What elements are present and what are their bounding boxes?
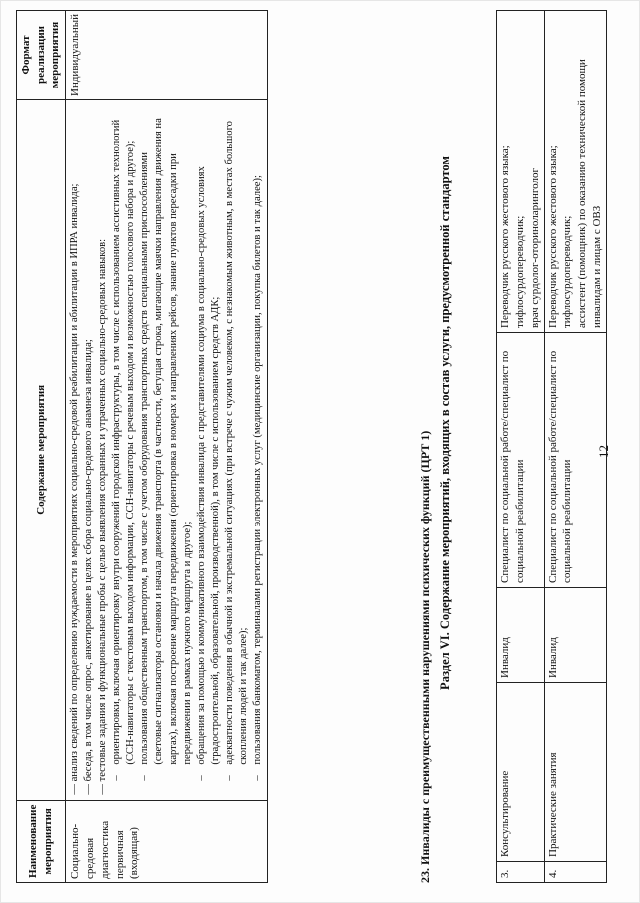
subsection-title: 23. Инвалиды с преимущественными нарушениями психических функций (ЦРТ 1) <box>418 430 432 883</box>
content-item: — тестовые задания и функциональные пробы с целью выявления сохранных и утраченных социально-средовых навыков: <box>97 238 109 795</box>
assistant-line: врач сурдолог-оториноларинголог <box>528 167 541 328</box>
event-name: Консультирование <box>497 683 545 862</box>
table-row <box>66 11 268 883</box>
event-content <box>66 100 268 801</box>
recipient: Инвалид <box>497 588 545 683</box>
list-item: – пользования общественным транспортом, в том числе с учетом оборудования транспортных средств специальными приспособлениями (световые сигнализаторы остановки и начала движения транспорта (в частности, бегущая строка, мигающие маячки направления движения на картах), включая построение маршрута передвижения (ориентировка в номерах и направлениях рейсов, знание пунктов пересадки при передвижении в рамках нужного маршрута и другое); <box>138 105 194 795</box>
section-title: Раздел VI. Содержание мероприятий, входящих в состав услуги, предусмотренной стандартом <box>438 156 452 690</box>
table-header-row <box>17 11 66 883</box>
content-item: — беседа, в том числе опрос, анкетирование в целях сбора социально-средового анамнеза инвалида; <box>83 339 95 795</box>
header-format: Формат реализации мероприятия <box>17 11 66 100</box>
assistant-line: Переводчик русского жестового языка; <box>546 145 559 328</box>
header-event-content: Содержание мероприятия <box>17 100 66 801</box>
row-number: 3. <box>497 862 545 883</box>
table-row <box>497 11 545 883</box>
event-content-table <box>16 10 268 883</box>
assistants <box>497 11 545 333</box>
list-item: – обращения за помощью и коммуникативного взаимодействия инвалида с представителями социума в социально-средовых условиях (градостроительной, образовательной, производственной), в том числе с использованием средств АДК; <box>195 105 223 795</box>
skills-list <box>110 105 265 795</box>
header-event-name: Наименование мероприятия <box>17 800 66 882</box>
assistant-line: тифлосурдопереводчик; <box>513 215 526 328</box>
page-number: 12 <box>596 445 611 458</box>
assistant-line: ассистент (помощник) по оказанию технической помощи инвалидам и лицам с ОВЗ <box>576 59 604 328</box>
specialist: Специалист по социальной работе/специалист по социальной реабилитации <box>497 333 545 588</box>
services-table-continuation <box>496 10 607 883</box>
row-number: 4. <box>544 862 606 883</box>
list-item: – адекватности поведения в обычной и экстремальной ситуациях (при встрече с чужим человеком, с незнакомым животным, в местах большого скопления людей и так далее); <box>223 105 251 795</box>
recipient: Инвалид <box>544 588 606 683</box>
event-format: Индивидуальный <box>66 11 268 100</box>
event-name: Социально-средовая диагностика первичная (входящая) <box>66 800 268 882</box>
assistant-line: Переводчик русского жестового языка; <box>499 145 511 328</box>
rotated-page-content <box>10 10 630 893</box>
specialist: Специалист по социальной работе/специалист по социальной реабилитации <box>544 333 606 588</box>
list-item: – ориентировки, включая ориентировку внутри сооружений городской инфраструктуры, в том числе с использованием ассистивных технологий (ССН-навигаторы с текстовым выходом информации, ССН-навигаторы с речевым выходом и возможностью голосового набора и другое); <box>110 105 138 795</box>
assistant-line: тифлосурдопереводчик; <box>561 215 574 328</box>
event-name: Практические занятия <box>544 683 606 862</box>
table-row <box>544 11 606 883</box>
list-item: – пользования банкоматом, терминалами регистрации электронных услуг (медицинские организации, покупка билетов и так далее); <box>251 105 265 795</box>
content-item: — анализ сведений по определению нуждаемости в мероприятиях социально-средовой реабилитации и абилитации в ИПРА инвалида; <box>69 183 80 795</box>
assistants <box>544 11 606 333</box>
